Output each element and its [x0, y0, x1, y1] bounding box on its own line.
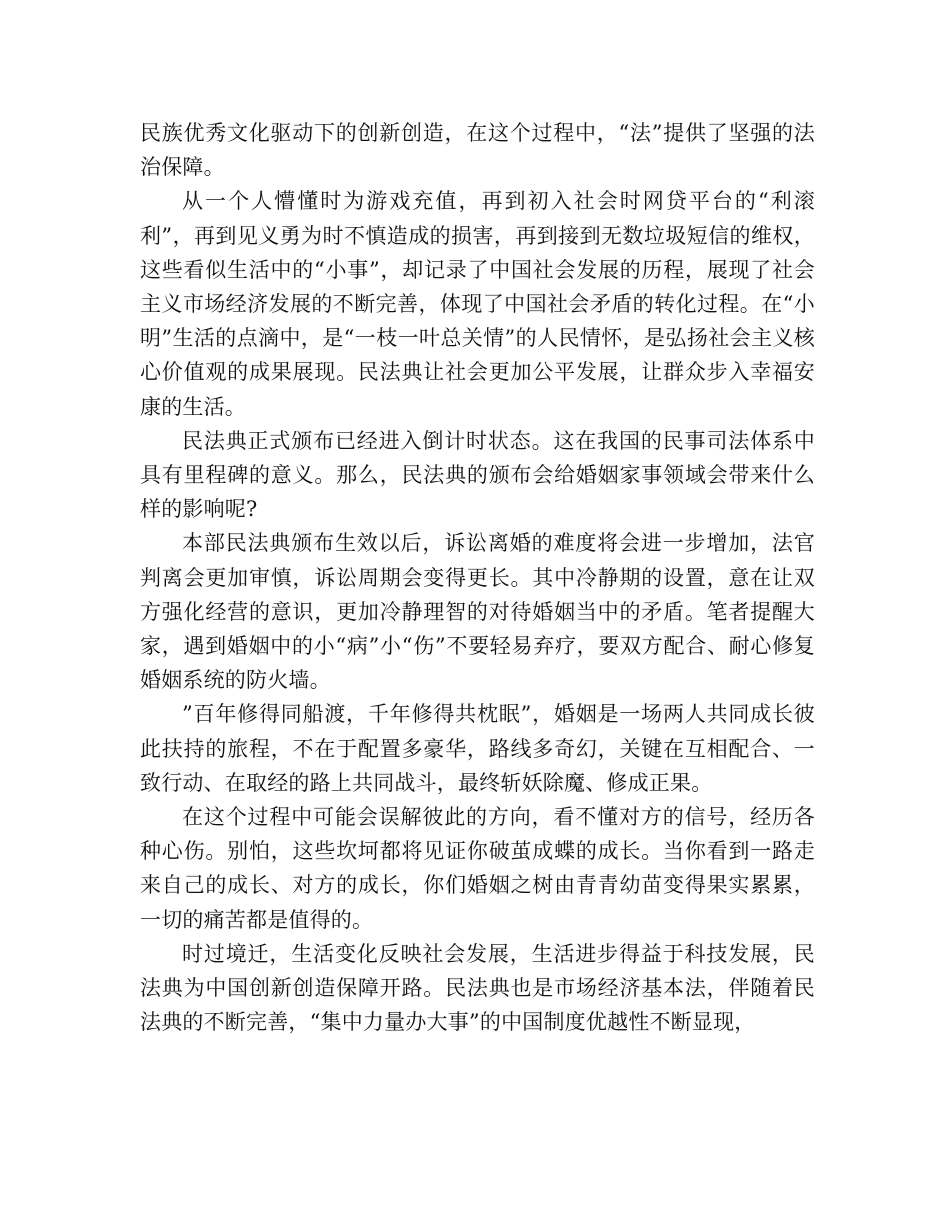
paragraph-6: 在这个过程中可能会误解彼此的方向，看不懂对方的信号，经历各种心伤。别怕，这些坎坷都将见证你破茧成蝶的成长。当你看到一路走来自己的成长、对方的成长，你们婚姻之树由青青幼苗变得果实累累，一切的痛苦都是值得的。	[140, 805, 815, 932]
paragraph-1: 民族优秀文化驱动下的创新创造，在这个过程中，“法”提供了坚强的法治保障。	[140, 121, 815, 180]
paragraph-5: ”百年修得同船渡，千年修得共枕眠”，婚姻是一场两人共同成长彼此扶持的旅程，不在于配置多豪华，路线多奇幻，关键在互相配合、一致行动、在取经的路上共同战斗，最终斩妖除魔、修成正果。	[140, 702, 815, 795]
paragraph-7: 时过境迁，生活变化反映社会发展，生活进步得益于科技发展，民法典为中国创新创造保障开路。民法典也是市场经济基本法，伴随着民法典的不断完善，“集中力量办大事”的中国制度优越性不断显现，	[140, 941, 815, 1035]
paragraph-2: 从一个人懵懂时为游戏充值，再到初入社会时网贷平台的“利滚利”，再到见义勇为时不慎造成的损害，再到接到无数垃圾短信的维权，这些看似生活中的“小事”，却记录了中国社会发展的历程，展现了社会主义市场经济发展的不断完善，体现了中国社会矛盾的转化过程。在“小明”生活的点滴中，是“一枝一叶总关情”的人民情怀，是弘扬社会主义核心价值观的成果展现。民法典让社会更加公平发展，让群众步入幸福安康的生活。	[140, 189, 815, 419]
paragraph-3: 民法典正式颁布已经进入倒计时状态。这在我国的民事司法体系中具有里程碑的意义。那么，民法典的颁布会给婚姻家事领域会带来什么样的影响呢?	[140, 428, 815, 522]
paragraph-4: 本部民法典颁布生效以后，诉讼离婚的难度将会进一步增加，法官判离会更加审慎，诉讼周期会变得更长。其中冷静期的设置，意在让双方强化经营的意识，更加冷静理智的对待婚姻当中的矛盾。笔者提醒大家，遇到婚姻中的小“病”小“伤”不要轻易弃疗，要双方配合、耐心修复婚姻系统的防火墙。	[140, 531, 815, 693]
document-body	[140, 116, 815, 1039]
